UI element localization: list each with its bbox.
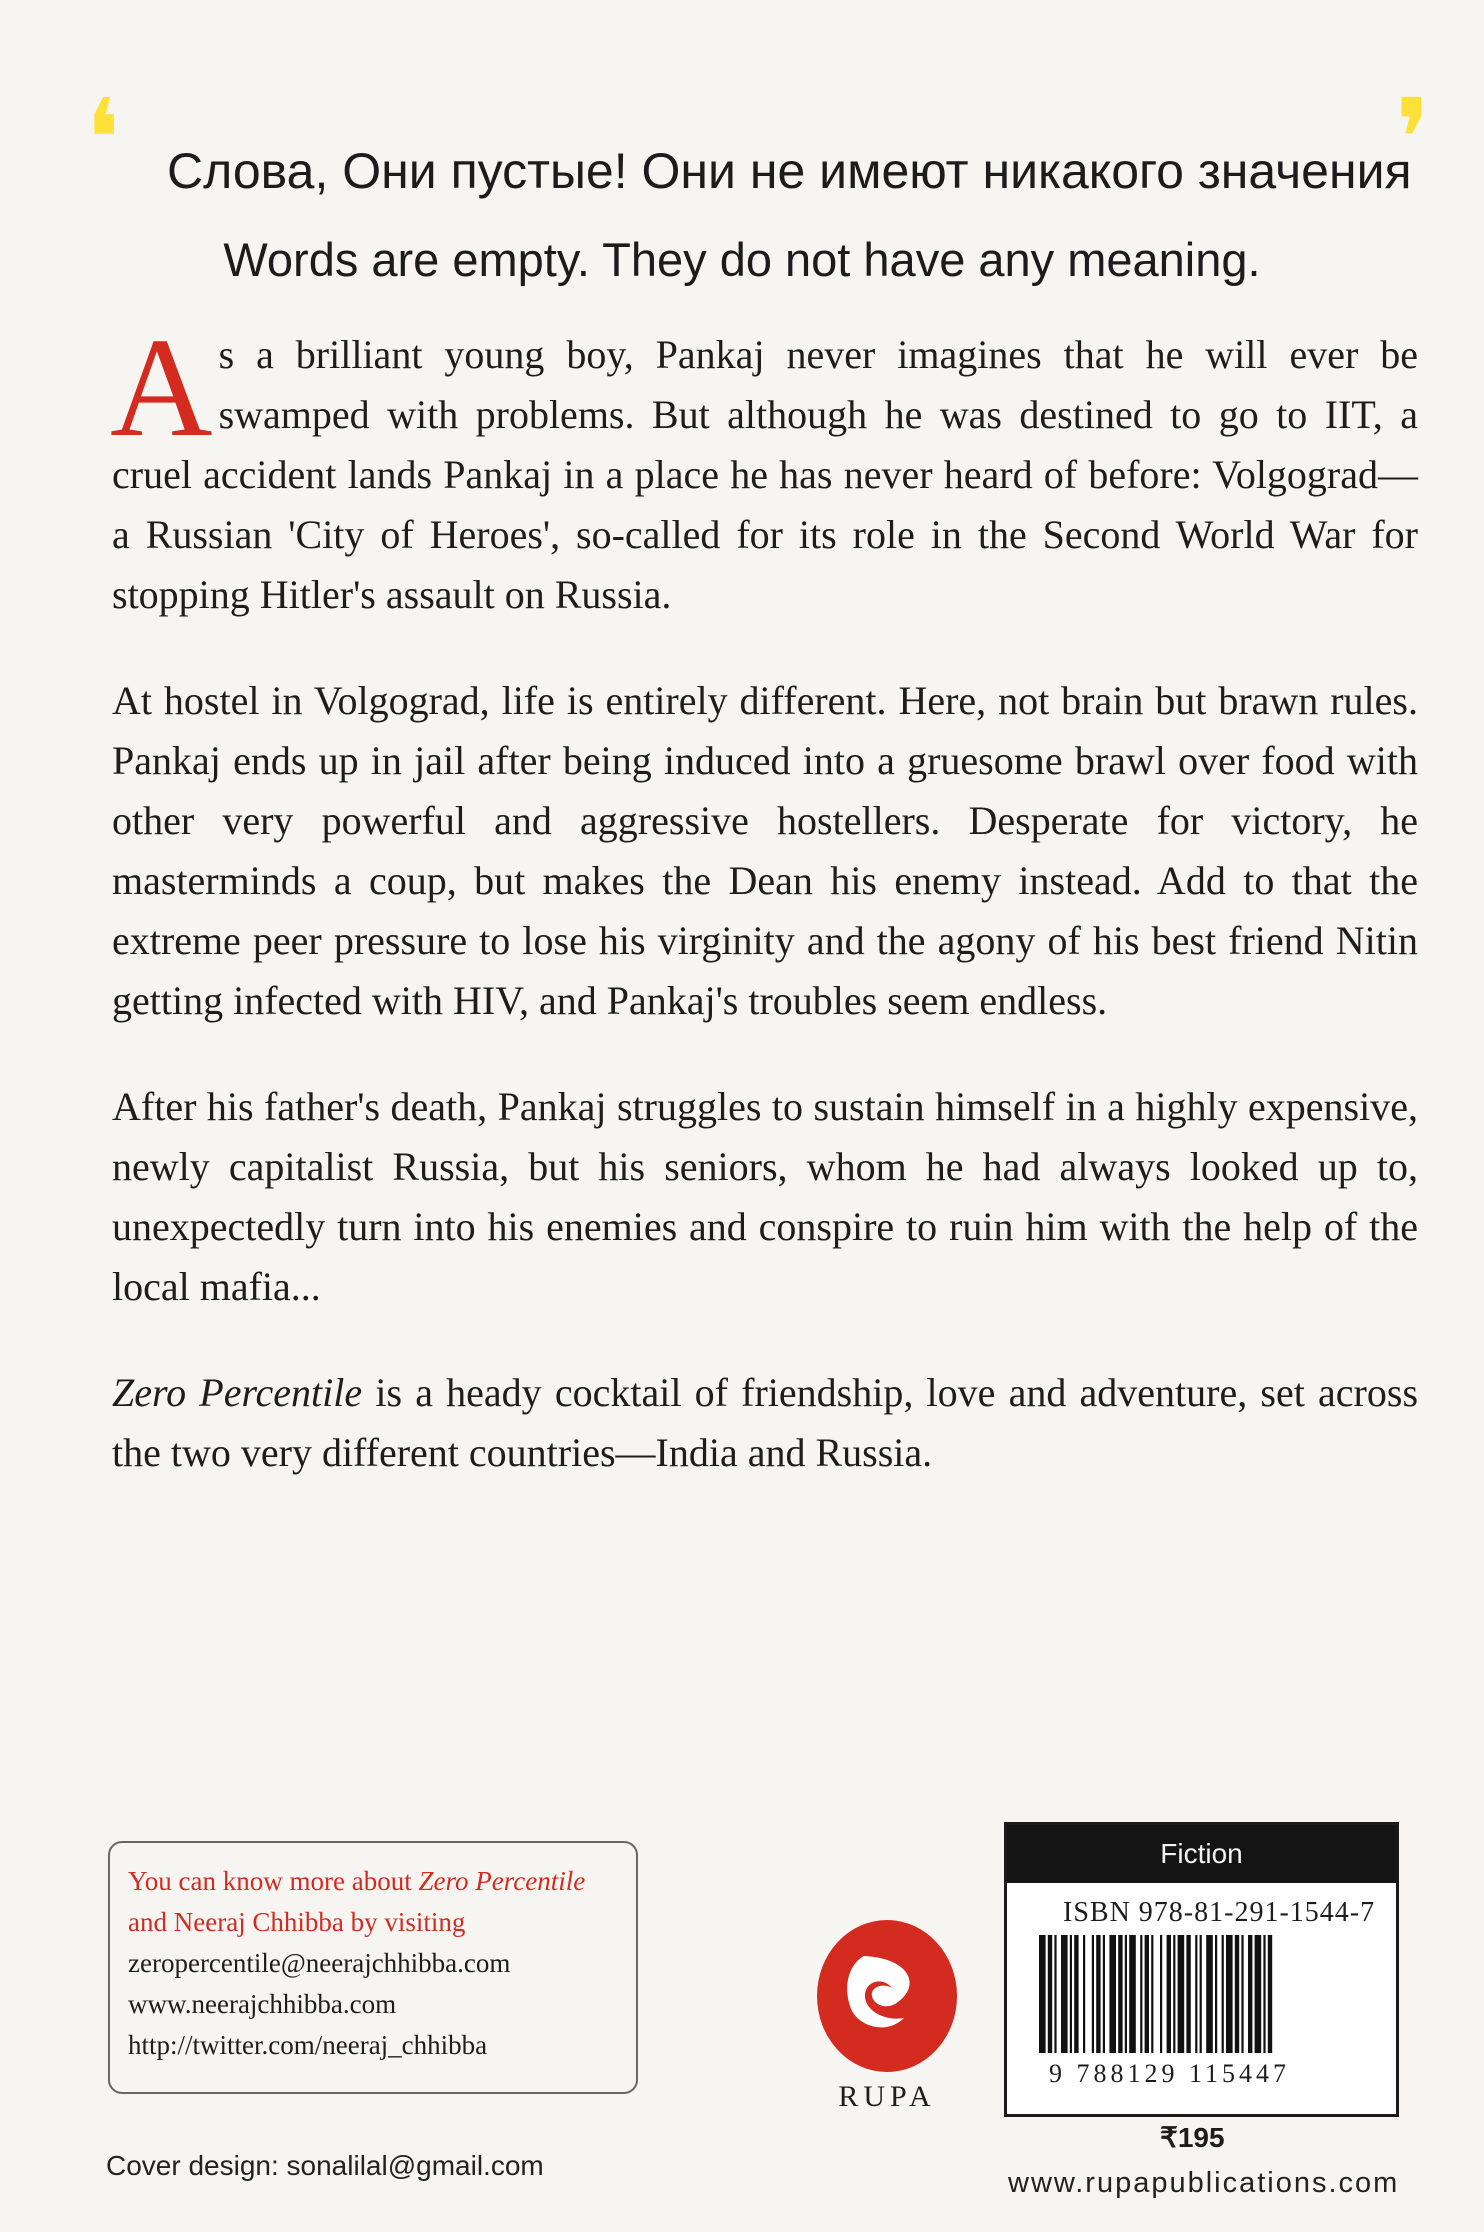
publisher-name: RUPA — [838, 2080, 936, 2113]
isbn-number: ISBN 978-81-291-1544-7 — [1063, 1897, 1376, 1928]
author-info-box — [108, 1841, 638, 2094]
rupa-logo-icon — [812, 1918, 962, 2088]
open-quote-mark: ❛ — [85, 75, 121, 203]
barcode-icon — [1035, 1935, 1370, 2053]
author-email[interactable]: zeropercentile@neerajchhibba.com — [128, 1948, 511, 1978]
english-quote: Words are empty. They do not have any meaning. — [223, 233, 1261, 286]
publisher-website[interactable]: www.rupapublications.com — [1008, 2167, 1400, 2199]
author-twitter[interactable]: http://twitter.com/neeraj_chhibba — [128, 2030, 488, 2060]
russian-quote-text: Слова, Они пустые! Они не имеют никакого значения — [167, 143, 1412, 199]
info-book-title: Zero Percentile — [418, 1866, 586, 1896]
author-website[interactable]: www.neerajchhibba.com — [128, 1989, 397, 2019]
blurb-paragraph-4-text: is a heady cocktail of friendship, love and adventure, set across the two very different countries—India and Russia. — [112, 1370, 1419, 1475]
info-line-1 — [128, 1861, 636, 1902]
price: ₹195 — [1160, 2122, 1225, 2153]
barcode-panel — [1004, 1822, 1399, 2117]
blurb-paragraph-2: At hostel in Volgograd, life is entirely different. Here, not brain but brawn rules. Pankaj ends up in jail after being induced into a gruesome brawl over food with other very powerful and aggressive hostellers. Desperate for victory, he masterminds a coup, but makes the Dean his enemy instead. Add to that the extreme peer pressure to lose his virginity and the agony of his best friend Nitin getting infected with HIV, and Pankaj's troubles seem endless. — [112, 678, 1418, 1023]
info-line-1-prefix: You can know more about — [128, 1866, 419, 1896]
cover-design-credit: Cover design: sonalilal@gmail.com — [106, 2150, 544, 2181]
blurb-paragraph-1-text: s a brilliant young boy, Pankaj never imagines that he will ever be swamped with problems. But although he was destined to go to IIT, a cruel accident lands Pankaj in a place he has never heard of before: Volgograd—a Russian 'City of Heroes', so-called for its role in the Second World War for stopping Hitler's assault on Russia. — [112, 332, 1418, 617]
barcode-digits: 9 788129 115447 — [1049, 2059, 1291, 2088]
blurb-paragraph-4 — [112, 1363, 1418, 1483]
drop-cap: A — [110, 308, 213, 466]
blurb-paragraph-1 — [110, 308, 1418, 625]
category-label: Fiction — [1007, 1825, 1396, 1883]
blurb-paragraph-3: After his father's death, Pankaj struggles to sustain himself in a highly expensive, newly capitalist Russia, but his seniors, whom he had always looked up to, unexpectedly turn into his enemies and conspire to ruin him with the help of the local mafia... — [112, 1084, 1418, 1309]
book-title: Zero Percentile — [112, 1370, 363, 1415]
info-line-2: and Neeraj Chhibba by visiting — [128, 1907, 466, 1937]
close-quote-mark: ❜ — [1395, 75, 1431, 203]
blurb — [110, 308, 1419, 1529]
